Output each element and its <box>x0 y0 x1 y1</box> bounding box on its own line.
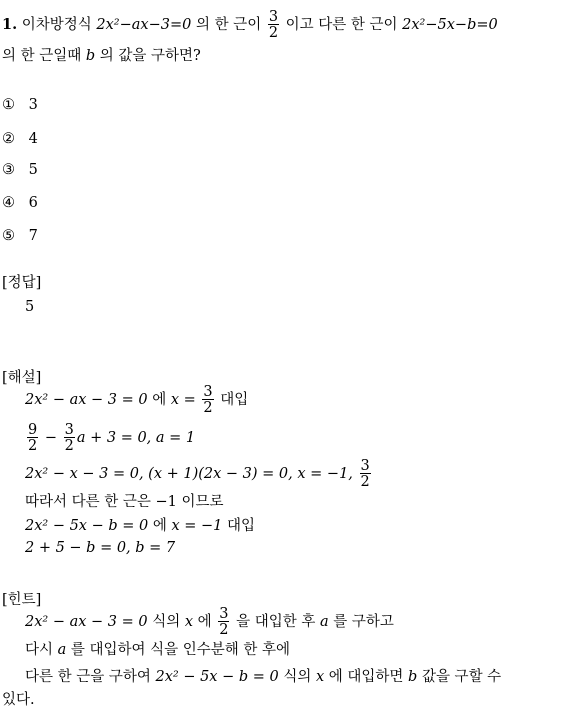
choice-value: 4 <box>28 131 38 147</box>
question-number: 1. <box>2 16 18 33</box>
choice-mark: ④ <box>2 195 15 211</box>
explanation-line-2: $\frac{9}{2}$ − $\frac{3}{2}$ a + 3 = 0, a = 1 <box>28 421 196 454</box>
explanation-fraction-3-2c: $\frac{3}{2}$ <box>360 457 370 490</box>
hint-line-3: 다른 한 근을 구하여 2x² − 5x − b = 0 식의 x 에 대입하면 b 값을 구할 수 <box>25 669 502 685</box>
choice-mark: ② <box>2 131 15 147</box>
question-text-b: 의 한 근이 <box>195 17 262 33</box>
choice-value: 6 <box>28 195 38 211</box>
question-equation-2: 2x²−5x−b=0 <box>402 17 498 33</box>
answer-value: 5 <box>25 299 35 315</box>
hint-line-1: 2x² − ax − 3 = 0 식의 x 에 $\frac{3}{2}$ 을 대입한 후 a 를 구하고 <box>25 605 394 638</box>
explanation-line-4: 따라서 다른 한 근은 −1 이므로 <box>25 494 224 510</box>
choice-value: 3 <box>28 97 38 113</box>
question-text-c: 이고 다른 한 근이 <box>285 17 398 33</box>
explanation-line-3: 2x² − x − 3 = 0, (x + 1)(2x − 3) = 0, x = −1, $\frac{3}{2}$ <box>25 457 370 490</box>
explanation-fraction-3-2b: $\frac{3}{2}$ <box>64 421 74 454</box>
question-equation-1: 2x²−ax−3=0 <box>96 17 192 33</box>
choice-1[interactable] <box>2 97 38 113</box>
question-text-a: 이차방정식 <box>21 17 92 33</box>
question-text-e: 의 값을 구하면? <box>99 48 201 64</box>
choice-value: 5 <box>28 162 38 178</box>
choice-2[interactable] <box>2 131 38 147</box>
explanation-label: [해설] <box>2 370 42 386</box>
hint-line-2: 다시 a 를 대입하여 식을 인수분해 한 후에 <box>25 642 291 658</box>
choice-value: 7 <box>28 228 38 244</box>
choice-mark: ① <box>2 97 15 113</box>
question-var-b: b <box>85 48 96 64</box>
hint-label: [힌트] <box>2 592 42 608</box>
hint-fraction-3-2: $\frac{3}{2}$ <box>219 605 229 638</box>
choice-5[interactable] <box>2 228 38 244</box>
question-line-2 <box>2 44 201 65</box>
choice-3[interactable] <box>2 162 38 178</box>
explanation-fraction-3-2: $\frac{3}{2}$ <box>203 383 213 416</box>
explanation-fraction-9-2: $\frac{9}{2}$ <box>28 421 38 454</box>
choice-mark: ⑤ <box>2 228 15 244</box>
explanation-line-1: 2x² − ax − 3 = 0 에 x = $\frac{3}{2}$ 대입 <box>25 383 249 416</box>
explanation-line-6: 2 + 5 − b = 0, b = 7 <box>25 540 176 556</box>
hint-line-4: 있다. <box>2 692 35 708</box>
question-line-1 <box>2 8 498 42</box>
question-text-d: 의 한 근일때 <box>2 48 82 64</box>
choice-mark: ③ <box>2 162 15 178</box>
choice-4[interactable] <box>2 195 38 211</box>
question-root-fraction: $\frac{3}{2}$ <box>268 8 279 41</box>
explanation-line-5: 2x² − 5x − b = 0 에 x = −1 대입 <box>25 518 256 534</box>
answer-label: [정답] <box>2 275 42 291</box>
